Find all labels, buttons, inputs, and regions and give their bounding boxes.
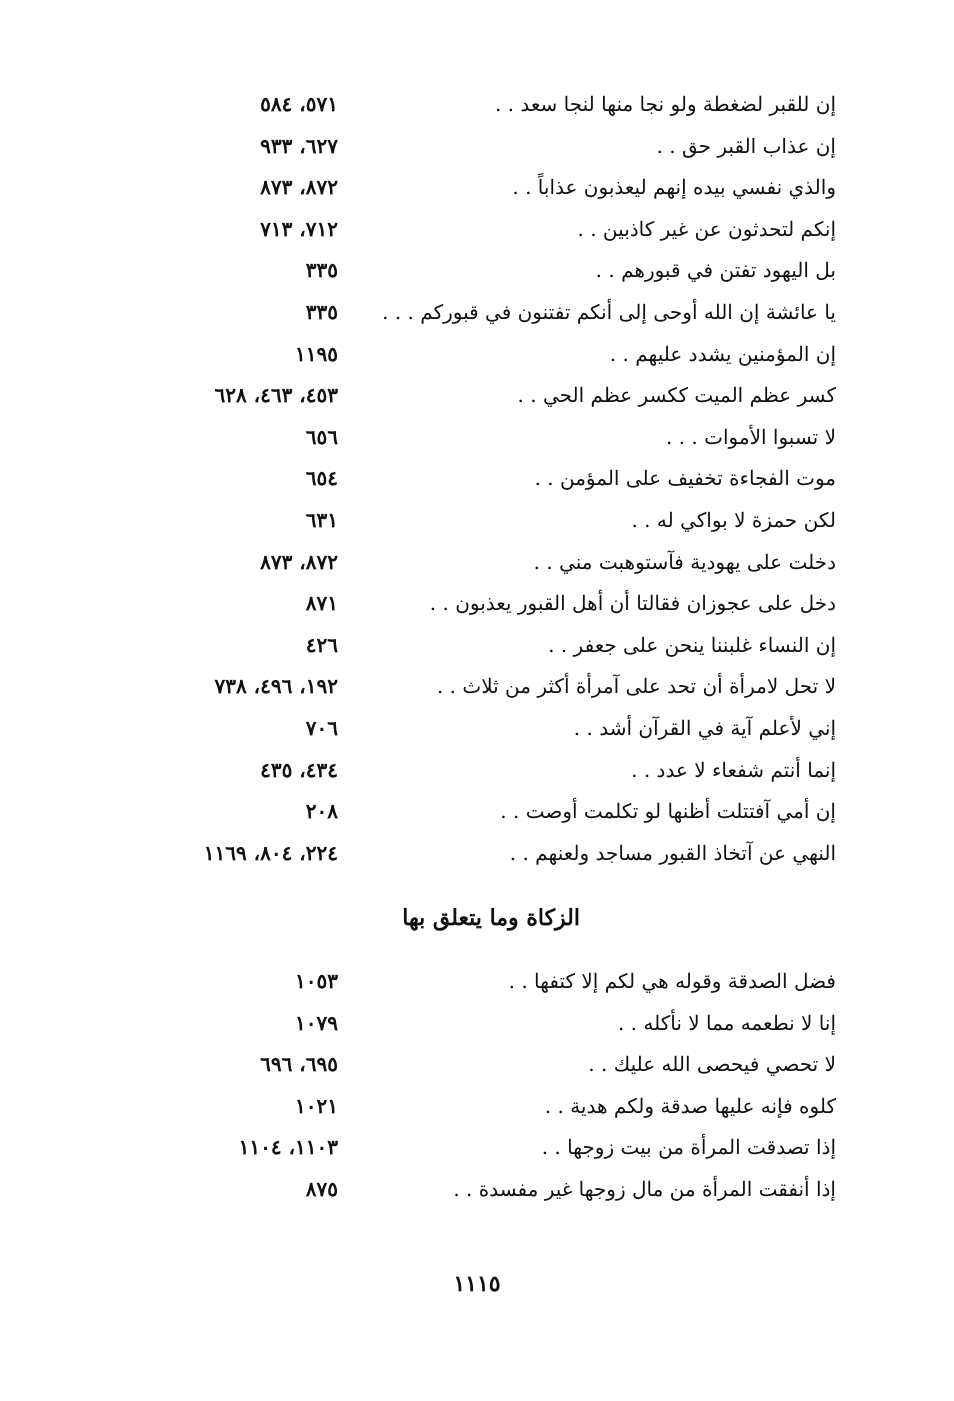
page-references: ١٠٥٣ (295, 969, 338, 993)
hadith-text: إن النساء غلبننا ينحن على جعفر . . (548, 632, 836, 657)
index-entry (0, 126, 954, 168)
hadith-text: كلوه فإنه عليها صدقة ولكم هدية . . (544, 1093, 836, 1118)
page-references: ١٠٢١ (295, 1093, 338, 1118)
page-references: ٤٥٣، ٤٦٣، ٦٢٨ (214, 383, 338, 408)
section-heading: الزكاة وما يتعلق بها (402, 905, 580, 931)
index-entry (0, 708, 954, 750)
index-entry (0, 292, 954, 334)
index-entry (0, 1044, 954, 1086)
page-references: ٦٥٤ (305, 466, 338, 491)
index-entry (0, 417, 954, 459)
index-list-section-2 (0, 961, 954, 1211)
index-entry (0, 625, 954, 667)
page-references: ١٩٢، ٤٩٦، ٧٣٨ (214, 674, 338, 699)
index-list-section-1 (0, 84, 954, 874)
hadith-text: دخل على عجوزان فقالتا أن أهل القبور يعذبون . . (429, 591, 836, 616)
hadith-text: إذا تصدقت المرأة من بيت زوجها . . (541, 1135, 836, 1160)
hadith-text: إنكم لتحدثون عن غير كاذبين . . (577, 216, 836, 241)
page-references: ٨٧٥ (305, 1176, 338, 1201)
page-references: ٦٥٦ (305, 424, 338, 449)
index-entry (0, 666, 954, 708)
page-references: ٧١٢، ٧١٣ (260, 216, 338, 241)
hadith-text: كسر عظم الميت ككسر عظم الحي . . (517, 383, 836, 408)
page-references: ٢٢٤، ٨٠٤، ١١٦٩ (203, 840, 338, 865)
index-entry (0, 167, 954, 209)
page-references: ٢٠٨ (305, 799, 338, 824)
page-references: ٣٣٥ (305, 258, 338, 283)
index-entry (0, 1169, 954, 1211)
index-entry (0, 84, 954, 126)
page-references: ٥٧١، ٥٨٤ (260, 92, 338, 116)
hadith-text: بل اليهود تفتن في قبورهم . . (595, 258, 836, 283)
hadith-text: إن للقبر لضغطة ولو نجا منها لنجا سعد . . (494, 92, 836, 116)
page-references: ٦٩٥، ٦٩٦ (260, 1052, 338, 1077)
index-entry (0, 1003, 954, 1045)
index-entry (0, 334, 954, 376)
hadith-text: يا عائشة إن الله أوحى إلى أنكم تفتنون في قبوركم . . . (382, 299, 836, 324)
page-references: ٦٣١ (305, 507, 338, 532)
hadith-text: إن عذاب القبر حق . . (656, 133, 836, 158)
index-entry (0, 500, 954, 542)
hadith-text: لكن حمزة لا بواكي له . . (631, 507, 836, 532)
hadith-text: فضل الصدقة وقوله هي لكم إلا كتفها . . (508, 969, 836, 993)
hadith-text: والذي نفسي بيده إنهم ليعذبون عذاباً . . (512, 175, 836, 200)
page-references: ٨٧٢، ٨٧٣ (260, 549, 338, 574)
page-references: ٤٣٤، ٤٣٥ (260, 757, 338, 782)
hadith-text: إن المؤمنين يشدد عليهم . . (609, 341, 836, 366)
hadith-text: لا تحصي فيحصى الله عليك . . (588, 1052, 836, 1077)
page-references: ٨٧١ (305, 591, 338, 616)
hadith-text: النهي عن آتخاذ القبور مساجد ولعنهم . . (509, 840, 836, 865)
page-number: ١١١٥ (453, 1271, 501, 1297)
page-references: ١١٠٣، ١١٠٤ (238, 1135, 338, 1160)
page-references: ٨٧٢، ٨٧٣ (260, 175, 338, 200)
index-entry (0, 209, 954, 251)
index-entry (0, 250, 954, 292)
index-entry (0, 750, 954, 792)
hadith-text: إنا لا نطعمه مما لا نأكله . . (617, 1010, 836, 1035)
index-entry (0, 583, 954, 625)
index-entry (0, 458, 954, 500)
index-entry (0, 791, 954, 833)
page-references: ٤٢٦ (305, 632, 338, 657)
index-entry (0, 542, 954, 584)
index-entry (0, 1086, 954, 1128)
hadith-text: إن أمي آفتتلت أظنها لو تكلمت أوصت . . (500, 799, 836, 824)
page-references: ١١٩٥ (295, 341, 338, 366)
hadith-text: إني لأعلم آية في القرآن أشد . . (573, 715, 836, 740)
hadith-text: لا تسبوا الأموات . . . (666, 424, 836, 449)
hadith-text: إنما أنتم شفعاء لا عدد . . (631, 757, 836, 782)
hadith-text: إذا أنفقت المرأة من مال زوجها غير مفسدة . . (453, 1176, 836, 1201)
hadith-text: دخلت على يهودية فآستوهبت مني . . (533, 549, 836, 574)
page-references: ٣٣٥ (305, 299, 338, 324)
page-references: ٦٢٧، ٩٣٣ (260, 133, 338, 158)
index-entry (0, 375, 954, 417)
hadith-text: موت الفجاءة تخفيف على المؤمن . . (534, 466, 836, 491)
hadith-text: لا تحل لامرأة أن تحد على آمرأة أكثر من ثلاث . . (436, 674, 836, 699)
index-entry (0, 833, 954, 875)
index-entry (0, 1127, 954, 1169)
page-references: ٧٠٦ (305, 715, 338, 740)
page-references: ١٠٧٩ (295, 1010, 338, 1035)
index-entry (0, 961, 954, 1003)
